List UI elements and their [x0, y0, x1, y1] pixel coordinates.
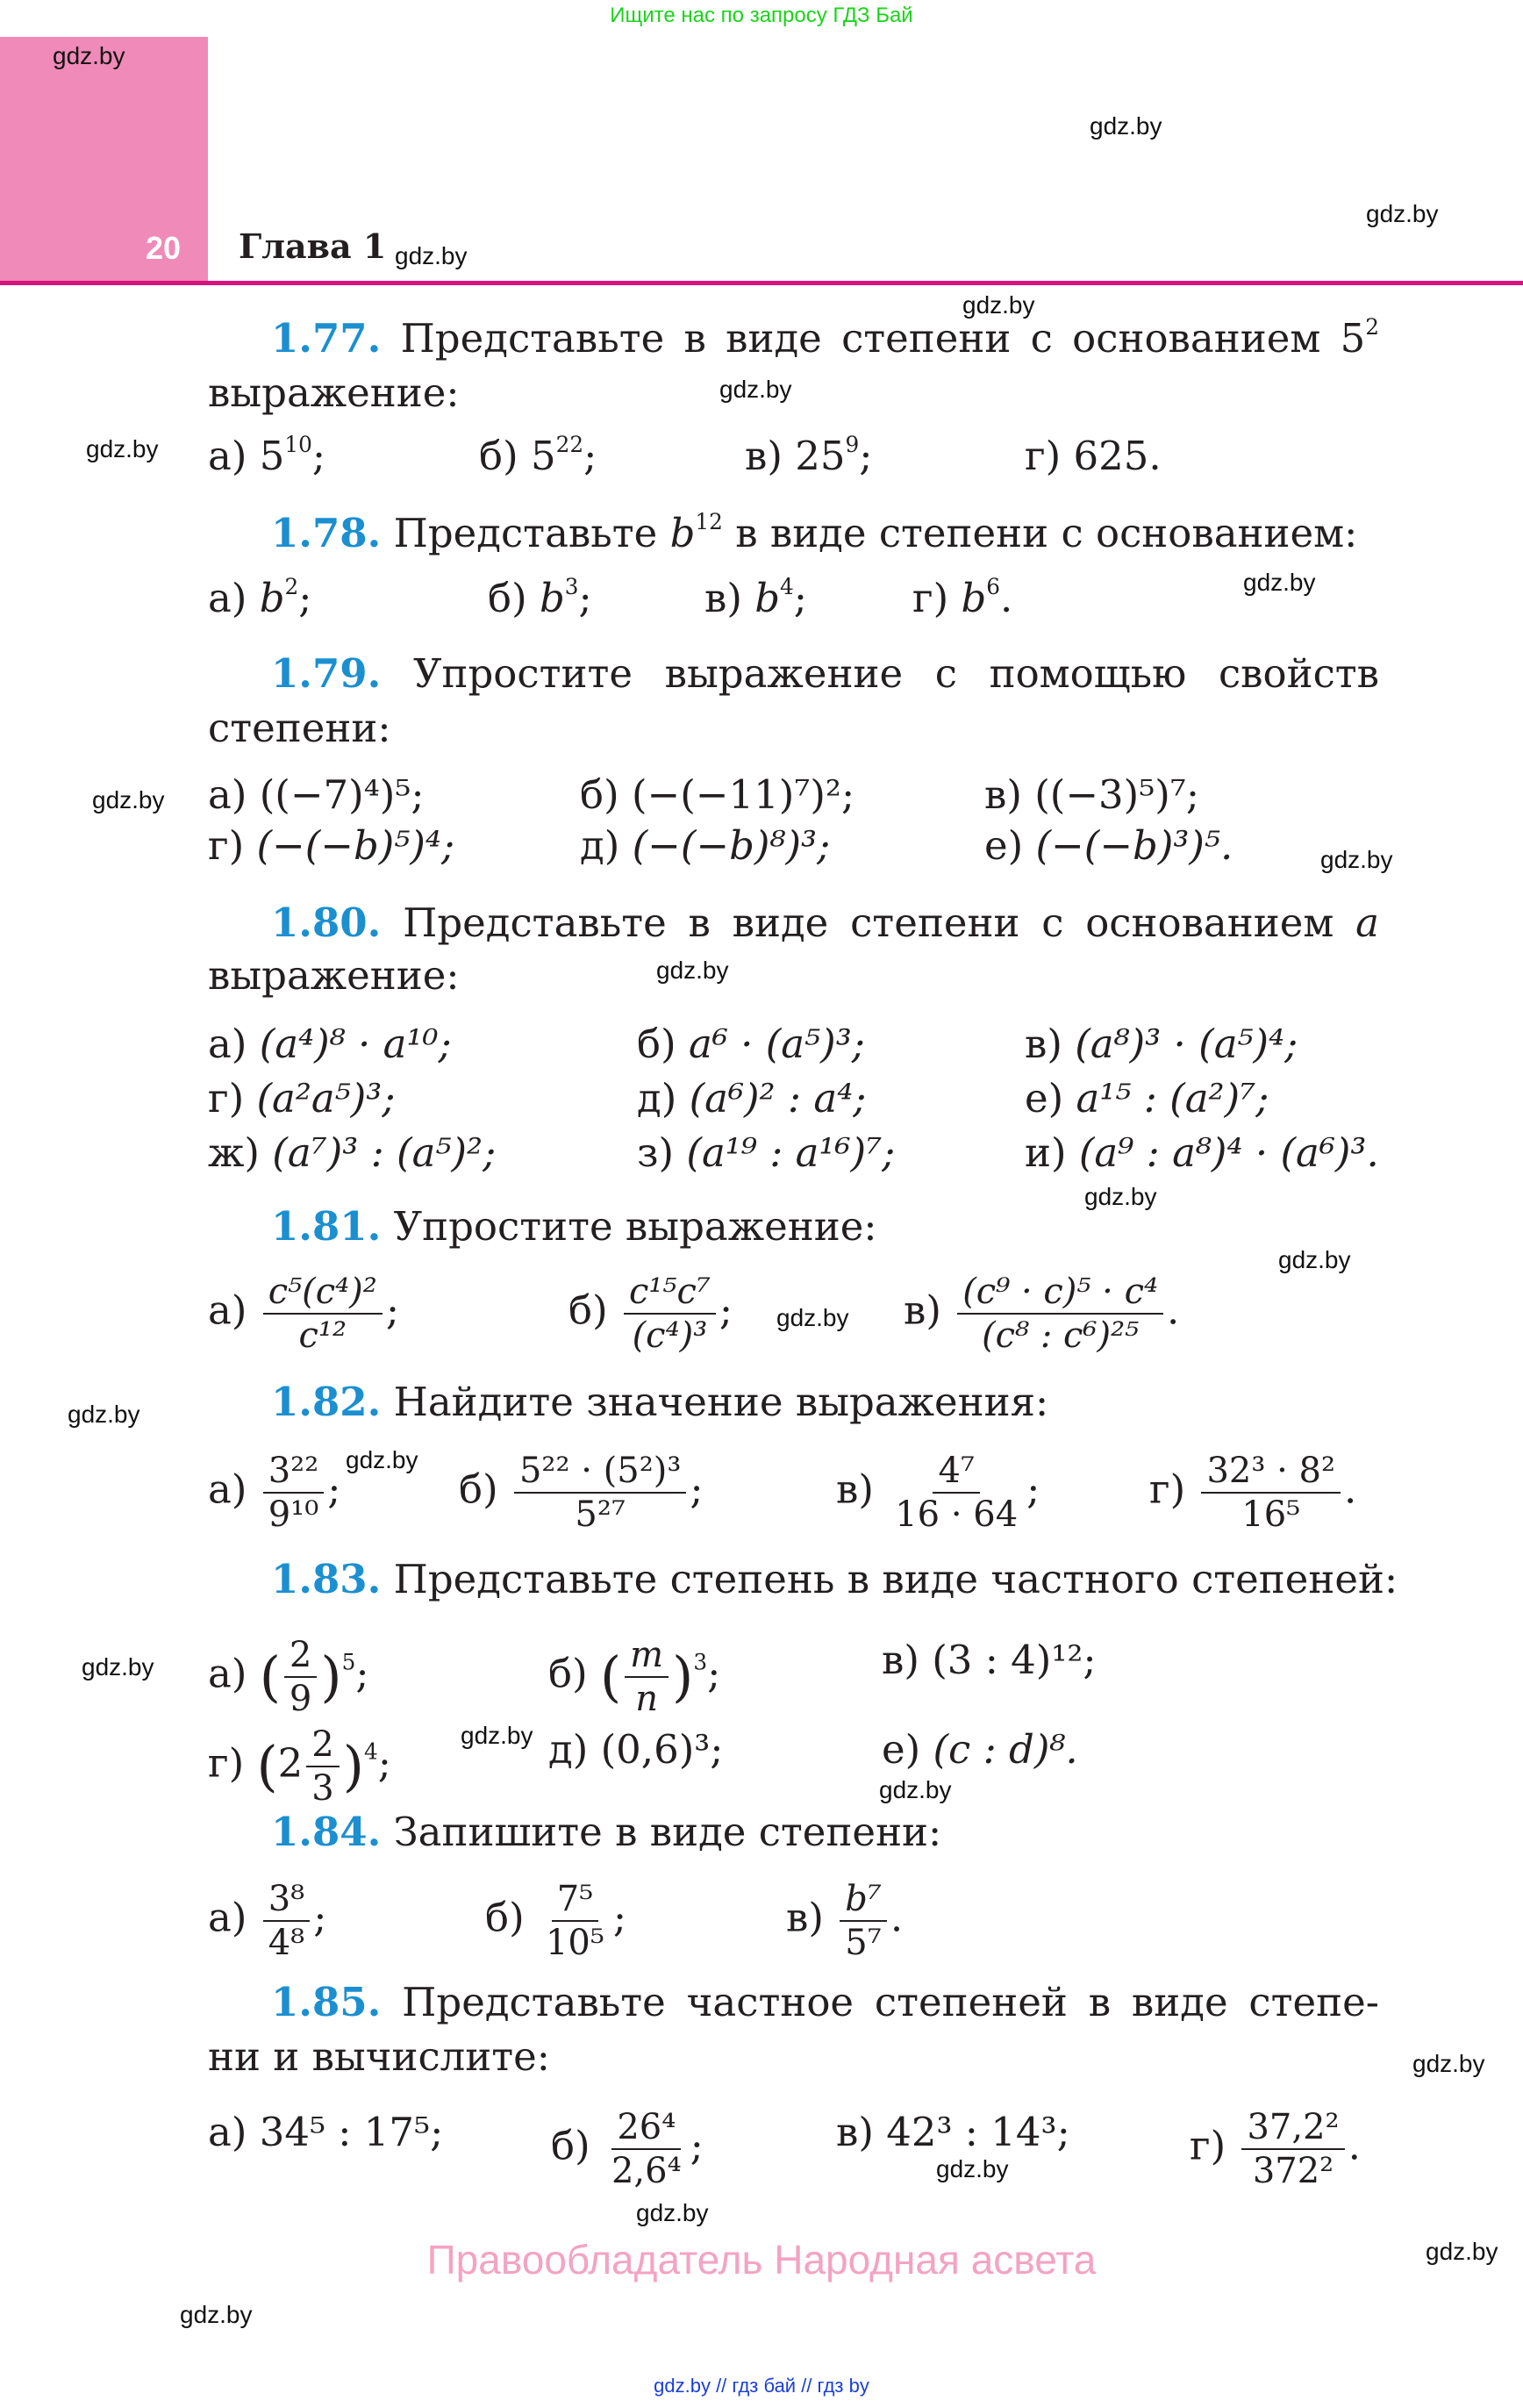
exercise-1-80-line2: выражение: — [208, 952, 460, 999]
exercise-1-80-item-f: е) a¹⁵ : (a²)⁷; — [1025, 1075, 1269, 1122]
watermark: gdz.by — [719, 376, 792, 403]
watermark: gdz.by — [1412, 2050, 1485, 2077]
watermark: gdz.by — [346, 1446, 418, 1473]
exercise-1-79-item-f: е) (−(−b)³)⁵. — [984, 822, 1233, 869]
watermark: gdz.by — [776, 1304, 849, 1331]
page-number: 20 — [146, 230, 182, 266]
exercise-1-84-item-c: в) $\frac{\text{b⁷}}{\text{5⁷}}$ . — [786, 1879, 904, 1963]
exercise-1-81-item-a: а) $\frac{\text{c⁵(c⁴)²}}{\text{c¹²}}$ ; — [208, 1272, 399, 1356]
watermark: gdz.by — [86, 435, 159, 462]
top-ad-text: Ищите нас по запросу ГДЗ Бай — [610, 4, 913, 27]
exercise-1-79-item-c: в) ((−3)⁵)⁷; — [984, 771, 1200, 818]
watermark: gdz.by — [636, 2199, 709, 2226]
watermark: gdz.by — [461, 1722, 533, 1749]
watermark: gdz.by — [82, 1653, 154, 1681]
exercise-1-79-item-a: а) ((−7)⁴)⁵; — [208, 771, 425, 818]
watermark: gdz.by — [180, 2301, 253, 2328]
exercise-1-85-item-d: г) $\frac{\text{37,2²}}{\text{372²}}$ . — [1190, 2107, 1361, 2191]
exercise-1-82-item-d: г) $\frac{\text{32³ · 8²}}{\text{16⁵}}$ . — [1149, 1451, 1357, 1535]
header-rule — [0, 281, 1523, 285]
exercise-1-82-item-a: а) $\frac{\text{3²²}}{\text{9¹⁰}}$ ; — [208, 1451, 341, 1535]
exercise-1-82-title: 1.82. Найдите значение выражения: — [271, 1379, 1049, 1425]
exercise-1-82-item-c: в) $\frac{\text{4⁷}}{16 \cdot 64}$ ; — [836, 1451, 1040, 1535]
exercise-1-77-line2: выражение: — [208, 369, 460, 416]
exercise-1-82-item-b: б) $\frac{\text{5²² · (5²)³}}{\text{5²⁷}}$ ; — [459, 1451, 704, 1535]
exercise-1-83-item-f: е) (c : d)⁸. — [882, 1726, 1078, 1773]
exercise-1-80-item-h: з) (a¹⁹ : a¹⁶)⁷; — [637, 1129, 896, 1176]
exercise-1-83-item-a: а) ( $\frac{2}{9}$ )$^5$; — [208, 1635, 369, 1719]
exercise-1-80-title: 1.80. Представьте в виде степени с основанием a — [271, 899, 1380, 946]
watermark: gdz.by — [1278, 1246, 1351, 1273]
exercise-1-77-item-d: г) 625. — [1025, 433, 1162, 479]
exercise-1-79-item-b: б) (−(−11)⁷)²; — [580, 771, 855, 818]
watermark: gdz.by — [1366, 200, 1439, 227]
watermark: gdz.by — [1084, 1183, 1157, 1210]
exercise-1-84-title: 1.84. Запишите в виде степени: — [271, 1809, 942, 1855]
watermark: gdz.by — [962, 291, 1035, 319]
exercise-1-80-item-i: и) (a⁹ : a⁸)⁴ · (a⁶)³. — [1025, 1129, 1379, 1176]
exercise-1-85-title: 1.85. Представьте частное степеней в виде степе- — [271, 1979, 1379, 2025]
exercise-1-80-item-b: б) a⁶ · (a⁵)³; — [637, 1021, 865, 1067]
watermark: gdz.by — [936, 2155, 1009, 2182]
exercise-1-83-item-c: в) (3 : 4)¹²; — [882, 1637, 1097, 1683]
exercise-1-85-line2: ни и вычислите: — [208, 2033, 550, 2080]
exercise-1-84-item-a: а) $\frac{\text{3⁸}}{\text{4⁸}}$ ; — [208, 1879, 327, 1963]
watermark: gdz.by — [92, 786, 165, 813]
exercise-1-84-item-b: б) $\frac{\text{7⁵}}{\text{10⁵}}$ ; — [485, 1879, 627, 1963]
exercise-1-77-title: 1.77. Представьте в виде степени с основанием $5^2$ — [271, 314, 1379, 362]
exercise-1-79-item-e: д) (−(−b)⁸)³; — [580, 822, 831, 869]
exercise-1-85-item-a: а) 34⁵ : 17⁵; — [208, 2109, 444, 2155]
exercise-1-80-item-e: д) (a⁶)² : a⁴; — [637, 1075, 867, 1122]
copyright-notice: Правообладатель Народная асвета — [426, 2237, 1097, 2283]
exercise-1-78-item-d: г) $b^6$. — [912, 574, 1013, 621]
watermark: gdz.by — [879, 1776, 952, 1803]
exercise-1-78-item-b: б) $b^3$; — [488, 574, 592, 621]
exercise-1-81-item-b: б) $\frac{\text{c¹⁵c⁷}}{\text{(c⁴)³}}$ ; — [568, 1272, 733, 1356]
exercise-1-83-item-e: д) (0,6)³; — [548, 1726, 724, 1773]
exercise-1-77-item-a: а) $5^{10}$; — [208, 432, 326, 479]
exercise-1-78-title: 1.78. Представьте $b^{12}$ в виде степени с основанием: — [271, 509, 1358, 556]
exercise-1-80-item-g: ж) (a⁷)³ : (a⁵)²; — [208, 1129, 497, 1176]
watermark: gdz.by — [68, 1401, 140, 1428]
watermark: gdz.by — [395, 242, 468, 269]
exercise-1-80-item-d: г) (a²a⁵)³; — [208, 1075, 396, 1122]
exercise-1-77-item-b: б) $5^{22}$; — [479, 432, 597, 479]
chapter-title: Глава 1 — [239, 226, 387, 266]
watermark: gdz.by — [656, 957, 729, 984]
exercise-1-79-title: 1.79. Упростите выражение с помощью свойств — [271, 650, 1379, 697]
exercise-1-81-item-c: в) $\frac{\text{(c⁹ · c)⁵ · c⁴}}{\text{(c⁸ : c⁶)²⁵}}$ . — [904, 1272, 1180, 1356]
exercise-1-85-item-c: в) 42³ : 14³; — [836, 2109, 1070, 2155]
watermark: gdz.by — [1090, 112, 1162, 140]
exercise-1-77-item-c: в) $25^9$; — [745, 432, 873, 479]
exercise-1-83-title: 1.83. Представьте степень в виде частного степеней: — [271, 1556, 1398, 1602]
exercise-1-80-item-c: в) (a⁸)³ · (a⁵)⁴; — [1025, 1021, 1298, 1067]
exercise-1-78-item-c: в) $b^4$; — [704, 574, 807, 621]
exercise-1-79-line2: степени: — [208, 705, 391, 751]
watermark: gdz.by — [1426, 2238, 1498, 2265]
footer-links[interactable]: gdz.by // гдз бай // гдз by — [654, 2375, 869, 2397]
exercise-1-83-item-b: б) ( $\frac{m}{n}$ )$^3$; — [548, 1635, 721, 1719]
exercise-1-81-title: 1.81. Упростите выражение: — [271, 1203, 877, 1250]
exercise-1-80-item-a: а) (a⁴)⁸ · a¹⁰; — [208, 1021, 452, 1067]
exercise-1-79-item-d: г) (−(−b)⁵)⁴; — [208, 822, 455, 869]
exercise-1-85-item-b: б) $\frac{\text{26⁴}}{\text{2,6⁴}}$ ; — [551, 2107, 704, 2191]
watermark: gdz.by — [1320, 846, 1393, 873]
watermark: gdz.by — [1243, 569, 1316, 596]
watermark: gdz.by — [53, 42, 125, 69]
exercise-1-83-item-d: г) (2 $\frac{2}{3}$ )$^4$; — [208, 1724, 391, 1809]
exercise-1-78-item-a: а) $b^2$; — [208, 574, 312, 621]
